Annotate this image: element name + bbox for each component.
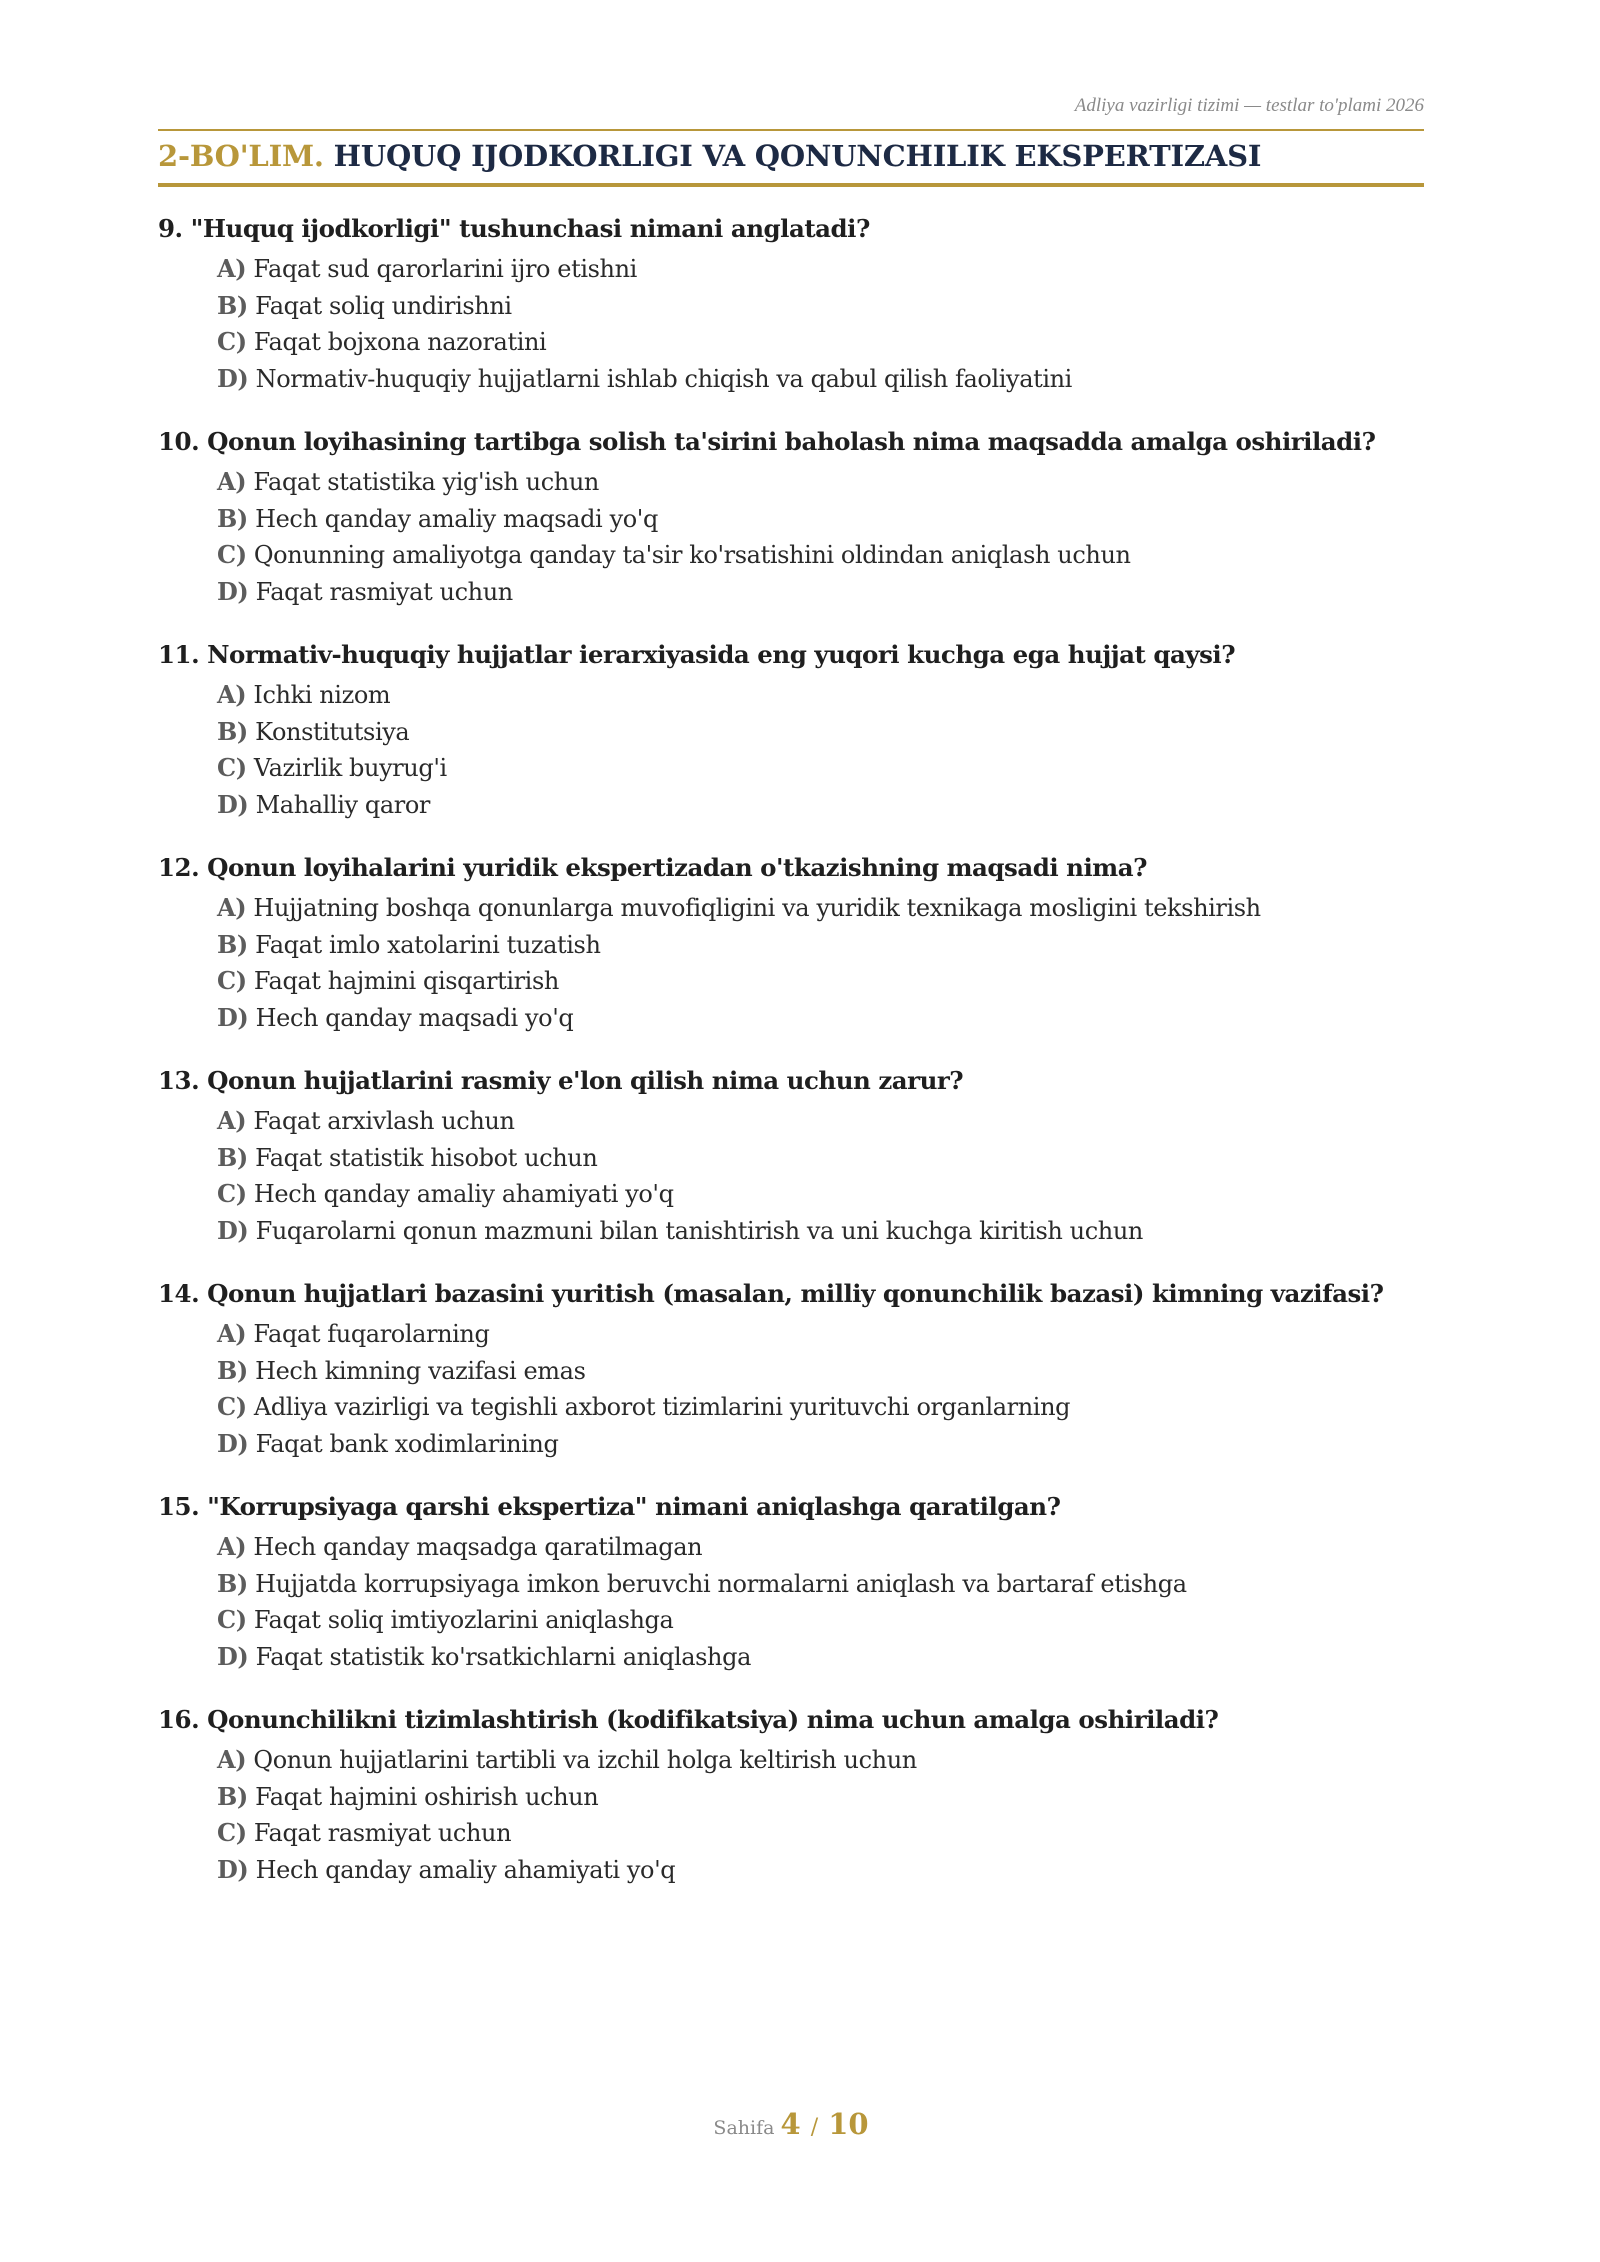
option-text: Mahalliy qaror [255, 790, 430, 819]
option-text: Hujjatning boshqa qonunlarga muvofiqligini va yuridik texnikaga mosligini tekshirish [253, 894, 1261, 922]
section-number: 2-BO'LIM. [158, 139, 324, 173]
answer-option [217, 251, 1424, 288]
option-letter: D) [217, 363, 249, 393]
answer-option [217, 1426, 1424, 1463]
answer-option [217, 574, 1424, 611]
option-text: Faqat sud qarorlarini ijro etishni [253, 255, 637, 283]
answer-option [217, 787, 1424, 824]
option-letter: D) [217, 576, 249, 606]
option-text: Faqat arxivlash uchun [253, 1107, 515, 1135]
answer-option [217, 1140, 1424, 1177]
option-letter: C) [217, 1818, 247, 1847]
answer-option [217, 501, 1424, 538]
option-text: Faqat statistik ko'rsatkichlarni aniqlashga [255, 1642, 751, 1671]
answer-options [158, 1529, 1424, 1675]
running-header: Adliya vazirligi tizimi — testlar to'plami 2026 [1074, 95, 1424, 116]
option-letter: C) [217, 1392, 247, 1421]
answer-option [217, 1779, 1424, 1816]
option-letter: D) [217, 1854, 249, 1884]
answer-option [217, 1639, 1424, 1676]
question-text: 15. "Korrupsiyaga qarshi ekspertiza" nimani aniqlashga qaratilgan? [158, 1492, 1061, 1521]
option-text: Faqat bojxona nazoratini [253, 328, 547, 356]
question-block [158, 1059, 1424, 1249]
option-letter: B) [217, 503, 248, 533]
question-block [158, 633, 1424, 823]
option-text: Faqat bank xodimlarining [255, 1429, 559, 1458]
option-text: Hech qanday amaliy maqsadi yo'q [255, 504, 658, 533]
answer-options [158, 890, 1424, 1036]
header-divider [158, 129, 1424, 131]
answer-options [158, 677, 1424, 823]
option-text: Hech kimning vazifasi emas [255, 1356, 586, 1385]
option-text: Qonun hujjatlarini tartibli va izchil holga keltirish uchun [253, 1746, 917, 1774]
answer-options [158, 1103, 1424, 1249]
option-text: Faqat hajmini qisqartirish [253, 967, 559, 995]
option-letter: C) [217, 540, 247, 569]
option-letter: A) [217, 467, 247, 496]
answer-options [158, 1316, 1424, 1462]
option-letter: C) [217, 327, 247, 356]
answer-option [217, 1316, 1424, 1353]
option-text: Faqat hajmini oshirish uchun [255, 1782, 599, 1811]
option-text: Faqat rasmiyat uchun [253, 1819, 512, 1847]
option-text: Hech qanday amaliy ahamiyati yo'q [253, 1180, 674, 1208]
answer-option [217, 1742, 1424, 1779]
question-block [158, 1698, 1424, 1888]
answer-option [217, 361, 1424, 398]
answer-option [217, 1529, 1424, 1566]
question-block [158, 1272, 1424, 1462]
section-divider [158, 183, 1424, 187]
option-letter: B) [217, 929, 248, 959]
answer-option [217, 1602, 1424, 1639]
question-list [158, 207, 1424, 1911]
option-letter: B) [217, 1355, 248, 1385]
answer-option [217, 1213, 1424, 1250]
question-text: 14. Qonun hujjatlari bazasini yuritish (masalan, milliy qonunchilik bazasi) kimning vazifasi? [158, 1279, 1384, 1308]
option-letter: D) [217, 1641, 249, 1671]
option-text: Faqat soliq imtiyozlarini aniqlashga [253, 1606, 674, 1634]
answer-option [217, 714, 1424, 751]
option-letter: A) [217, 1319, 247, 1348]
option-text: Qonunning amaliyotga qanday ta'sir ko'rsatishini oldindan aniqlash uchun [253, 541, 1131, 569]
answer-option [217, 288, 1424, 325]
answer-option [217, 1176, 1424, 1213]
option-letter: B) [217, 290, 248, 320]
answer-option [217, 1566, 1424, 1603]
question-text: 11. Normativ-huquqiy hujjatlar ierarxiyasida eng yuqori kuchga ega hujjat qaysi? [158, 640, 1236, 669]
answer-option [217, 1389, 1424, 1426]
option-letter: C) [217, 966, 247, 995]
option-letter: D) [217, 1215, 249, 1245]
question-block [158, 846, 1424, 1036]
page-label: Sahifa [713, 2117, 775, 2139]
section-name: HUQUQ IJODKORLIGI VA QONUNCHILIK EKSPERTIZASI [333, 139, 1262, 173]
option-letter: D) [217, 789, 249, 819]
answer-option [217, 537, 1424, 574]
answer-option [217, 1000, 1424, 1037]
answer-option [217, 1353, 1424, 1390]
answer-option [217, 464, 1424, 501]
option-letter: A) [217, 680, 247, 709]
question-text: 13. Qonun hujjatlarini rasmiy e'lon qilish nima uchun zarur? [158, 1066, 964, 1095]
answer-option [217, 1815, 1424, 1852]
option-text: Faqat rasmiyat uchun [255, 577, 513, 606]
option-letter: B) [217, 1781, 248, 1811]
option-text: Faqat imlo xatolarini tuzatish [255, 930, 601, 959]
option-text: Faqat soliq undirishni [255, 291, 512, 320]
page-separator: / [810, 2115, 819, 2140]
option-text: Normativ-huquqiy hujjatlarni ishlab chiqish va qabul qilish faoliyatini [255, 364, 1072, 393]
option-letter: B) [217, 1568, 248, 1598]
option-text: Hech qanday amaliy ahamiyati yo'q [255, 1855, 676, 1884]
option-letter: A) [217, 254, 247, 283]
total-pages: 10 [828, 2107, 869, 2141]
section-title [158, 134, 1424, 178]
option-text: Fuqarolarni qonun mazmuni bilan tanishtirish va uni kuchga kiritish uchun [255, 1216, 1143, 1245]
option-text: Faqat statistika yig'ish uchun [253, 468, 599, 496]
question-text: 16. Qonunchilikni tizimlashtirish (kodifikatsiya) nima uchun amalga oshiriladi? [158, 1705, 1219, 1734]
question-text: 12. Qonun loyihalarini yuridik ekspertizadan o'tkazishning maqsadi nima? [158, 853, 1147, 882]
option-letter: C) [217, 1605, 247, 1634]
option-letter: B) [217, 716, 248, 746]
answer-option [217, 324, 1424, 361]
answer-options [158, 251, 1424, 397]
answer-options [158, 464, 1424, 610]
option-letter: C) [217, 1179, 247, 1208]
question-block [158, 420, 1424, 610]
option-letter: A) [217, 1532, 247, 1561]
option-text: Ichki nizom [253, 681, 391, 709]
answer-option [217, 750, 1424, 787]
current-page-number: 4 [780, 2107, 801, 2141]
option-text: Hujjatda korrupsiyaga imkon beruvchi normalarni aniqlash va bartaraf etishga [255, 1569, 1187, 1598]
option-letter: D) [217, 1428, 249, 1458]
answer-option [217, 1103, 1424, 1140]
option-letter: A) [217, 1745, 247, 1774]
option-text: Hech qanday maqsadi yo'q [255, 1003, 574, 1032]
option-letter: C) [217, 753, 247, 782]
option-text: Faqat fuqarolarning [253, 1320, 490, 1348]
option-letter: D) [217, 1002, 249, 1032]
answer-option [217, 890, 1424, 927]
question-text: 10. Qonun loyihasining tartibga solish ta'sirini baholash nima maqsadda amalga oshiriladi? [158, 427, 1376, 456]
answer-option [217, 1852, 1424, 1889]
question-block [158, 207, 1424, 397]
answer-option [217, 963, 1424, 1000]
option-letter: B) [217, 1142, 248, 1172]
option-text: Vazirlik buyrug'i [253, 754, 447, 782]
answer-option [217, 927, 1424, 964]
option-text: Konstitutsiya [255, 717, 410, 746]
answer-option [217, 677, 1424, 714]
document-page [158, 0, 1424, 2262]
option-text: Adliya vazirligi va tegishli axborot tizimlarini yurituvchi organlarning [253, 1393, 1071, 1421]
answer-options [158, 1742, 1424, 1888]
option-letter: A) [217, 1106, 247, 1135]
question-text: 9. "Huquq ijodkorligi" tushunchasi nimani anglatadi? [158, 214, 870, 243]
option-letter: A) [217, 893, 247, 922]
question-block [158, 1485, 1424, 1675]
option-text: Faqat statistik hisobot uchun [255, 1143, 598, 1172]
page-footer [158, 2104, 1424, 2148]
option-text: Hech qanday maqsadga qaratilmagan [253, 1533, 703, 1561]
